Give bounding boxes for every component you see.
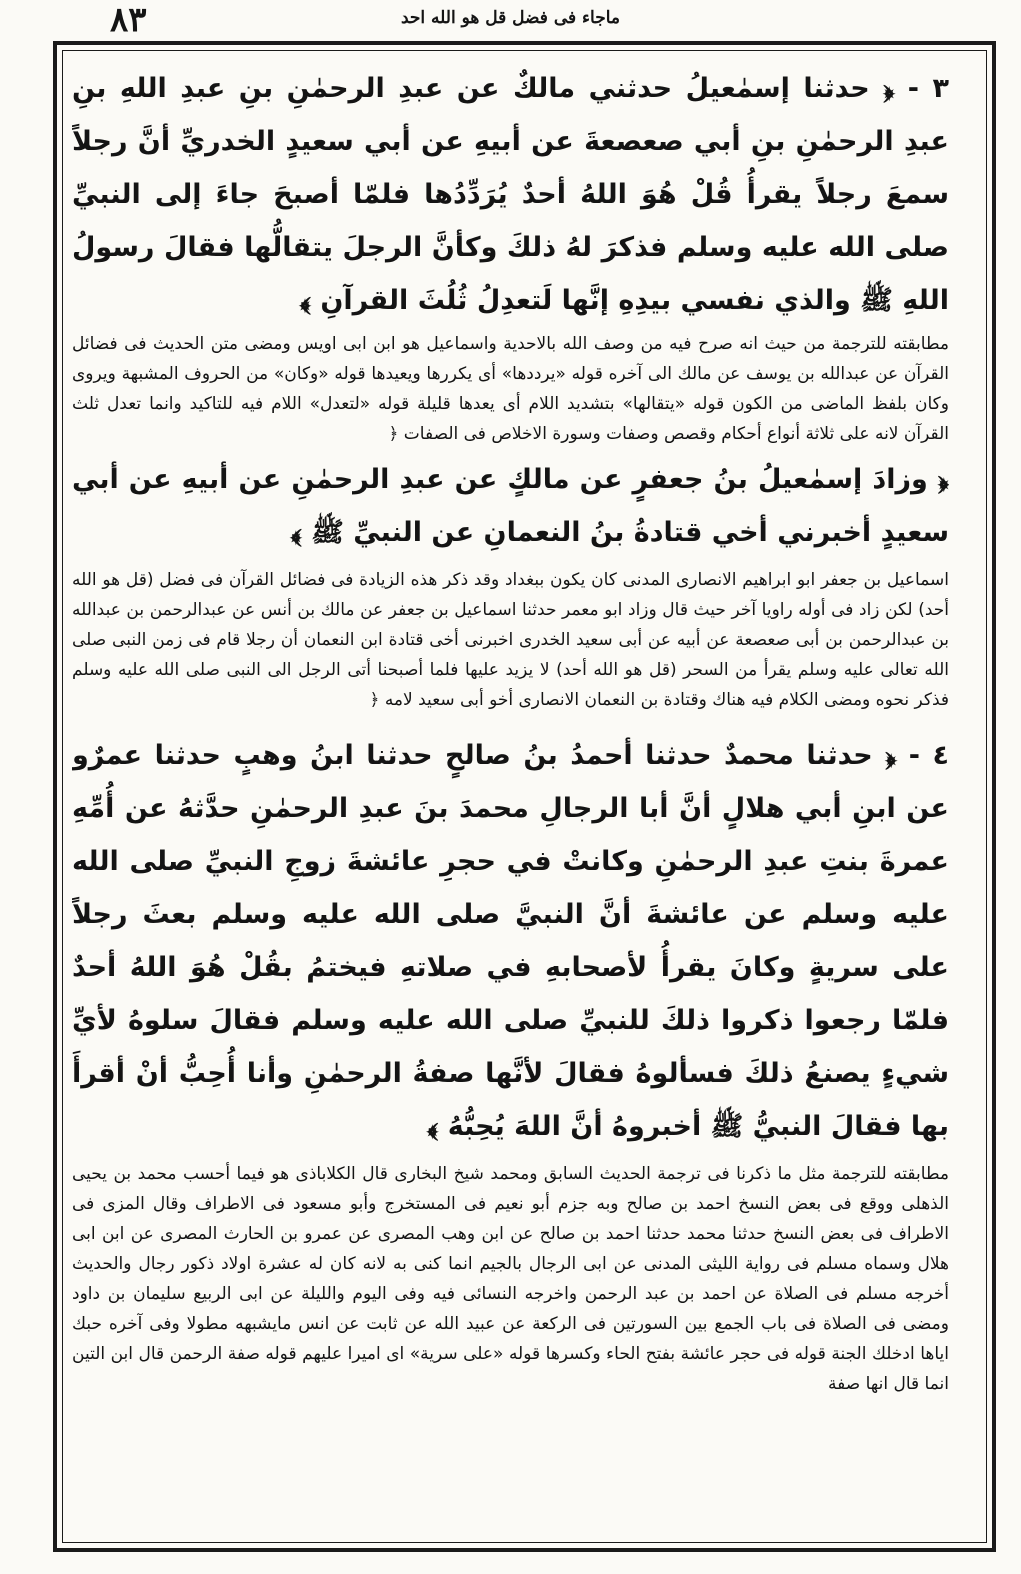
hadith-3-text: ٣ - ﴿ حدثنا إسمٰعيلُ حدثني مالكٌ عن عبدِ الرحمٰنِ بنِ عبدِ اللهِ بنِ عبدِ الرحمٰنِ بنِ أبي صعصعةَ عن أبيهِ عن أبي سعيدٍ الخدريِّ أنَّ رجلاً سمعَ رجلاً يقرأُ قُلْ هُوَ اللهُ أحدٌ يُرَدِّدُها فلمّا أصبحَ جاءَ إلى النبيِّ صلى الله عليه وسلم فذكرَ لهُ ذلكَ وكأنَّ الرجلَ يتقالُّها فقالَ رسولُ اللهِ ﷺ والذي نفسي بيدِهِ إنَّها لَتعدِلُ ثُلُثَ القرآنِ ﴾ [72,73,949,316]
commentary-3: مطابقته للترجمة من حيث انه صرح فيه من وصف الله بالاحدية واسماعيل هو ابن ابى اويس ومضى متن الحديث فى فضائل القرآن عن عبدالله بن يوسف عن مالك الى آخره قوله «يرددها» أى يكررها ويعيدها قوله «وكان» من الحروف المشبهة ويروى وكان بلفظ الماضى من الكون قوله «يتقالها» بتشديد اللام أى يعدها قليلة قوله «لتعدل» اللام فيه للتاكيد وانما تعدل ثلث القرآن لانه على ثلاثة أنواع أحكام وقصص وصفات وسورة الاخلاص فى الصفات ﴿ [72,334,949,444]
page-header [40,0,981,40]
commentary-4: مطابقته للترجمة مثل ما ذكرنا فى ترجمة الحديث السابق ومحمد شيخ البخارى قال الكلاباذى هو فيما أحسب محمد بن يحيى الذهلى ووقع فى بعض النسخ احمد بن صالح وبه جزم أبو نعيم فى المستخرج وأبو مسعود فى الاطراف وقال المزى فى الاطراف فى بعض النسخ حدثنا محمد حدثنا احمد بن صالح عن ابن وهب المصرى عن عمرو بن الحارث المصرى عن ابن ابى هلال وسماه مسلم فى رواية الليثى المدنى عن ابى الرجال بالجيم انما كنى به لانه كان له عشرة اولاد ذكور رجال والحديث أخرجه مسلم فى الصلاة عن احمد بن عبد الرحمن واخرجه النسائى فيه وفى اليوم والليلة عن ابى الربيع سليمان بن داود ومضى فى الصلاة فى باب الجمع بين السورتين فى الركعة عن عبيد الله عن ثابت عن انس مايشبهه مطولا وفى آخره حبك اياها ادخلك الجنة قوله فى حجر عائشة بفتح الحاء وكسرها قوله «على سرية» اى اميرا عليهم قوله صفة الرحمن قال ابن التين انما قال انها صفة [72,1164,949,1394]
page-number: ٨٣ [110,0,147,40]
hadith-4-text: ٤ - ﴿ حدثنا محمدٌ حدثنا أحمدُ بنُ صالحٍ حدثنا ابنُ وهبٍ حدثنا عمرٌو عن ابنِ أبي هلالٍ أنَّ أبا الرجالِ محمدَ بنَ عبدِ الرحمٰنِ حدَّثهُ عن أُمِّهِ عمرةَ بنتِ عبدِ الرحمٰنِ وكانتْ في حجرِ عائشةَ زوجِ النبيِّ صلى الله عليه وسلم عن عائشةَ أنَّ النبيَّ صلى الله عليه وسلم بعثَ رجلاً على سريةٍ وكانَ يقرأُ لأصحابهِ في صلاتهِ فيختمُ بقُلْ هُوَ اللهُ أحدٌ فلمّا رجعوا ذكروا ذلكَ للنبيِّ صلى الله عليه وسلم فقالَ سلوهُ لأيِّ شيءٍ يصنعُ ذلكَ فسألوهُ فقالَ لأنَّها صفةُ الرحمٰنِ وأنا أُحِبُّ أنْ أقرأَ بها فقالَ النبيُّ ﷺ أخبروهُ أنَّ اللهَ يُحِبُّهُ ﴾ [72,740,949,1142]
hadith-3-addition: ﴿ وزادَ إسمٰعيلُ بنُ جعفرٍ عن مالكٍ عن عبدِ الرحمٰنِ عن أبيهِ عن أبي سعيدٍ أخبرني أخي قتادةُ بنُ النعمانِ عن النبيِّ ﷺ ﴾ [72,464,949,548]
running-title: ماجاء فى فضل قل هو الله احد [400,8,621,28]
page-body [72,62,949,1542]
commentary-3-addition: اسماعيل بن جعفر ابو ابراهيم الانصارى المدنى كان يكون ببغداد وقد ذكر هذه الزيادة فى فضائل القرآن فى فضل (قل هو الله أحد) لكن زاد فى أوله راويا آخر حيث قال وزاد ابو معمر حدثنا اسماعيل بن جعفر عن مالك بن أنس عن عبدالرحمن بن عبدالله بن عبدالرحمن بن أبى صعصعة عن أبيه عن أبى سعيد الخدرى اخبرنى أخى قتادة ابن النعمان أن رجلا قام فى زمن النبى صلى الله تعالى عليه وسلم يقرأ من السحر (قل هو الله أحد) لا يزيد عليها فلما أصبحنا أتى الرجل الى النبى صلى الله عليه وسلم فذكر نحوه ومضى الكلام فيه هناك وقتادة بن النعمان الانصارى أخو أبى سعيد لامه ﴿ [72,570,949,710]
